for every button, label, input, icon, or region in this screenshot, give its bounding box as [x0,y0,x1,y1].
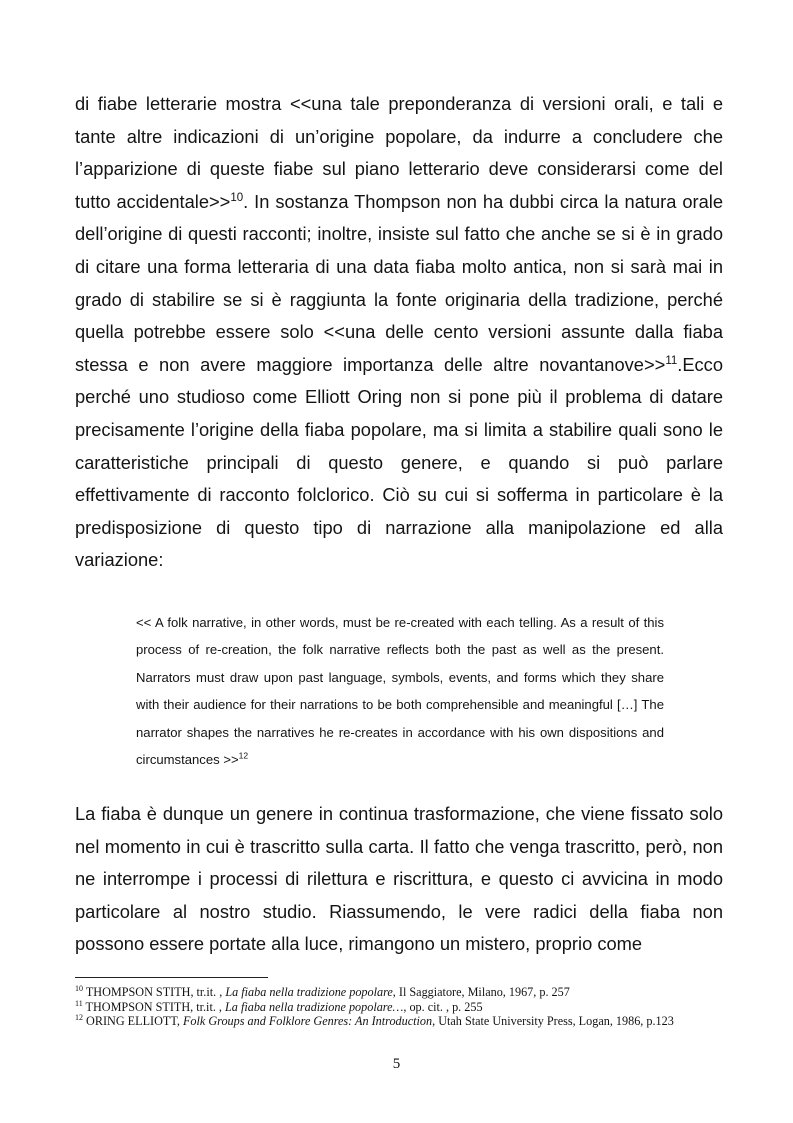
footnote-title: La fiaba nella tradizione popolare [225,985,393,999]
footnote-author: THOMPSON STITH, tr.it. , [82,999,226,1014]
footnote-number: 11 [75,998,83,1008]
paragraph-1-text-a: di fiabe letterarie mostra <<una tale preponderanza di versioni orali, e tali e tante altre indicazioni di un’origine popolare, da indurre a concludere che l’apparizione di queste fiabe sul piano letterario deve considerarsi come del tutto accidentale>> [75,93,723,212]
block-quote [136,609,664,773]
footnote-details: , Utah State University Press, Logan, 1986, p.123 [432,1014,674,1028]
footnote-details: , op. cit. , p. 255 [403,999,483,1014]
footnote-11 [75,1000,723,1015]
footnote-details: , Il Saggiatore, Milano, 1967, p. 257 [392,985,570,999]
paragraph-2-text: La fiaba è dunque un genere in continua trasformazione, che viene fissato solo nel momento in cui è trascritto sulla carta. Il fatto che venga trascritto, però, non ne interrompe i processi di rilettura e riscrittura, e questo ci avvicina in modo particolare al nostro studio. Riassumendo, le vere radici della fiaba non possono essere portate alla luce, rimangono un mistero, proprio come [75,803,723,955]
footnote-number: 12 [75,1012,83,1022]
page-number: 5 [392,1056,401,1072]
footnote-ref-10[interactable]: 10 [230,191,244,204]
footnote-author: ORING ELLIOTT, [83,1014,183,1028]
paragraph-1-text-c: .Ecco perché uno studioso come Elliott Oring non si pone più il problema di datare precisamente l’origine della fiaba popolare, ma si limita a stabilire quali sono le caratteristiche principali di questo genere, e quando si può parlare effettivamente di racconto folclorico. Ciò su cui si sofferma in particolare è la predisposizione di questo tipo di narrazione alla manipolazione ed alla variazione: [75,353,723,571]
footnote-title: Folk Groups and Folklore Genres: An Introduction [182,1014,433,1028]
footnote-12 [75,1014,723,1029]
footnote-author: THOMPSON STITH, tr.it. , [83,985,226,999]
footnote-separator [75,977,268,978]
body-paragraph-2 [75,798,723,961]
footnote-number: 10 [75,983,83,993]
paragraph-1-text-b: . In sostanza Thompson non ha dubbi circa la natura orale dell’origine di questi racconti; inoltre, insiste sul fatto che anche se si è in grado di citare una forma letteraria di una data fiaba molto antica, non si sarà mai in grado di stabilire se si è raggiunta la fonte originaria della tradizione, perché quella potrebbe essere solo <<una delle cento versioni assunte dalla fiaba stessa e non avere maggiore importanza delle altre novantanove>> [75,190,723,375]
footnote-10 [75,985,723,1000]
footnotes [75,985,723,1029]
footnote-ref-12[interactable]: 12 [238,750,249,761]
footnote-ref-11[interactable]: 11 [665,354,678,367]
footnote-title: La fiaba nella tradizione popolare… [225,999,404,1014]
body-paragraph-1 [75,88,723,577]
block-quote-text: << A folk narrative, in other words, must be re-created with each telling. As a result of this process of re-creation, the folk narrative reflects both the past as well as the present. Narrators must draw upon past language, symbols, events, and forms which they share with their audience for their narrations to be both comprehensible and meaningful […] The narrator shapes the narratives he re-creates in accordance with his own dispositions and circumstances >> [136,615,664,768]
